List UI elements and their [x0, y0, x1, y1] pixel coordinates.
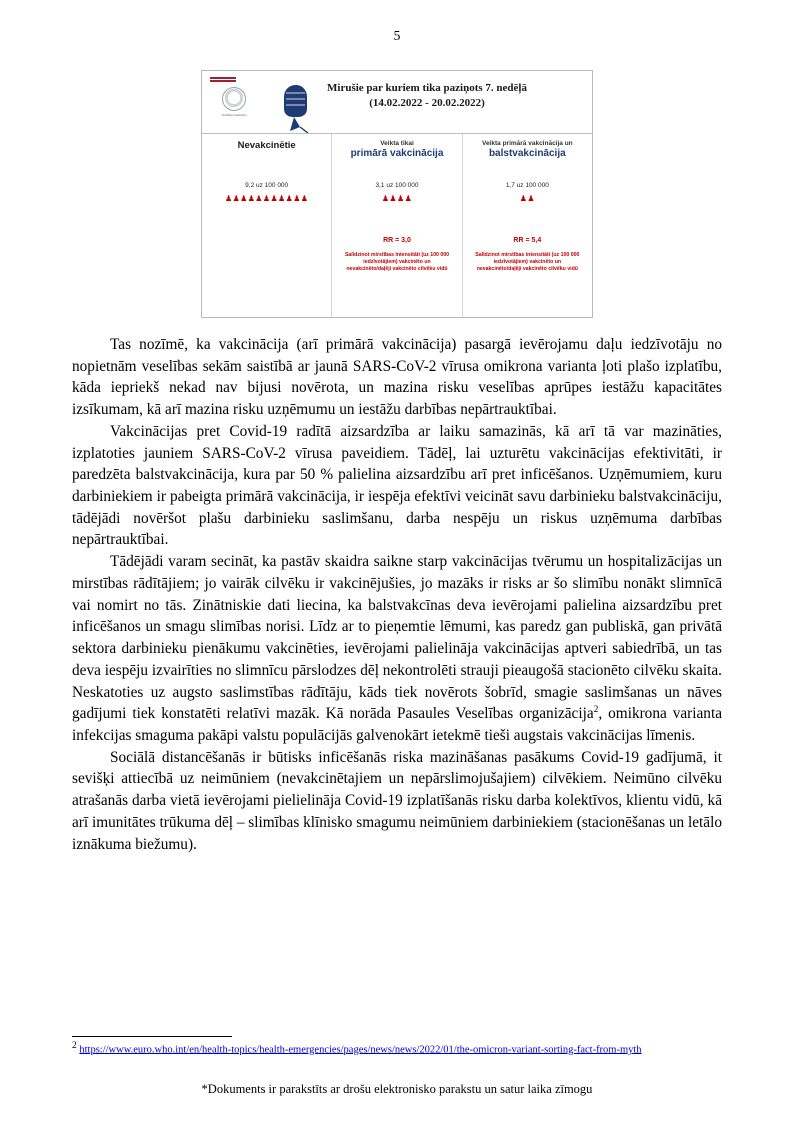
footnote-text — [72, 1040, 722, 1057]
person-icon: ♟ — [381, 194, 390, 203]
latvia-flag-icon — [210, 77, 236, 82]
person-icon: ♟ — [224, 194, 233, 203]
risk-ratio-label: RR = 5,4 — [513, 237, 542, 244]
column-heading-small: Veikta tikai — [380, 140, 414, 147]
risk-ratio-label: RR = 3,0 — [383, 237, 411, 244]
footnote-link[interactable]: https://www.euro.who.int/en/health-topics/health-emergencies/pages/news/news/2022/01/the-omicron-variant-sorting-fact-from-myth — [79, 1044, 642, 1056]
ministry-label: Veselības ministrija — [221, 113, 247, 117]
figure-column-booster — [462, 134, 592, 317]
body-text — [72, 334, 722, 855]
seal-icon — [222, 87, 246, 111]
figure-title-line2: (14.02.2022 - 20.02.2022) — [369, 96, 485, 109]
person-icon: ♟ — [293, 194, 301, 203]
column-heading — [469, 140, 586, 170]
column-heading-accent: balstvakcinācija — [488, 147, 566, 159]
paragraph-1: Tas nozīmē, ka vakcinācija (arī primārā vakcinācija) pasargā ievērojamu daļu iedzīvotāju no nopietnām veselības sekām saistībā ar jaunā SARS-CoV-2 vīrusa omikrona varianta ļoti plašo izplatību, kāda iepriekš nekad nav bijusi novērota, un mazina risku veselības aprūpes iestāžu kapacitātes izsīkumam, kā arī mazina risku uzņēmumu un iestāžu darbības nepārtrauktībai. — [72, 336, 722, 419]
figure-column-unvaccinated — [202, 134, 331, 317]
footnote — [72, 1036, 722, 1057]
person-icon: ♟ — [389, 194, 397, 203]
paragraph-4: Sociālā distancēšanās ir būtisks inficēšanās riska mazināšanas pasākums Covid-19 gadījumā, it sevišķi attiecībā uz neimūniem (nevakcinētajiem un nepārslimojušajiem) cilvēkiem. Neimūno cilvēku atrašanās darba vietā ievērojami pielielināja Covid-19 izplatīšanās risku darba kolektīvos, klientu vidū, kā arī imunitātes trūkuma dēļ – slimības klīnisko smagumu neimūniem darbiniekiem (stacionēšanas un letālo iznākuma biežumu). — [72, 748, 722, 853]
person-icon: ♟ — [300, 194, 309, 203]
column-rate: 9,2 uz 100 000 — [245, 182, 289, 189]
figure-title-line1: Mirušie par kuriem tika paziņots 7. nedēļā — [327, 82, 527, 94]
document-footer-note: *Dokuments ir parakstīts ar drošu elektronisko parakstu un satur laika zīmogu — [201, 1082, 593, 1096]
person-icon: ♟ — [519, 194, 528, 203]
paragraph-3-text: Tādējādi varam secināt, ka pastāv skaidra saikne starp vakcinācijas tvērumu un hospitalizācijas un mirstības rādītājiem; jo vairāk cilvēku ir vakcinējušies, jo mazāks ir risks ar šo slimību nonākt slimnīcā vai nomirt no tās. Zinātniskie dati liecina, ka balstvakcīnas deva ievērojami palielina aizsardzību pret inficēšanos un smagu slimības norisi. Līdz ar to pieņemtie lēmumi, kas paredz gan publiskā, gan privātā sektora darbinieku pienākumu vakcinēties, ievērojami palielināja vakcinācijas aptveri sabiedrībā, un tas deva iespēju izvairīties no slimnīcu pārslodzes dēļ nekontrolēti strauji pieaugošā stacionēto cilvēku skaita. Neskatoties uz augsto saslimstības rādītāju, kāds tiek novērots šobrīd, smagie saslimšanas un nāves gadījumi tiek konstatēti relatīvi mazāk. Kā norāda Pasaules Veselības organizācija — [72, 553, 722, 723]
footnote-number: 2 — [72, 1040, 77, 1051]
column-rate: 1,7 uz 100 000 — [505, 182, 549, 189]
person-icon: ♟ — [404, 194, 413, 203]
risk-ratio-note: Salīdzinot mirstības intensitāti (uz 100 000 iedzīvotājiem) vakcinēto un nevakcinēto/daļēji vakcinēto cilvēku vidū — [475, 252, 580, 273]
paragraph-3 — [72, 551, 722, 746]
figure-title — [272, 81, 582, 111]
person-icon: ♟ — [527, 194, 535, 203]
footnote-marker: 2 — [593, 705, 599, 716]
ministry-emblem — [212, 87, 256, 117]
person-icon-group — [469, 195, 586, 207]
paragraph-2: Vakcinācijas pret Covid-19 radītā aizsardzība ar laiku samazinās, kā arī tā var mazināties, izplatoties jauniem SARS-CoV-2 vīrusa paveidiem. Tādēļ, lai uzturētu vakcinācijas efektivitāti, ir paredzēta balstvakcinācija, kura par 50 % palielina aizsardzību arī pret inficēšanos. Uzņēmumiem, kuru darbiniekiem ir pabeigta primārā vakcinācija, ir iespēja efektīvi veicināt savu darbinieku balstvakcināciju, tādējādi novēršot plašu darbinieku saslimšanu, darba nespēju un riskus uzņēmuma darbības nepārtrauktībai. — [72, 422, 722, 549]
column-heading — [338, 140, 455, 170]
risk-ratio-note: Salīdzinot mirstības intensitāti (uz 100 000 iedzīvotājiem) vakcinēto un nevakcinēto/daļēji vakcinēto cilvēku vidū — [344, 252, 450, 273]
person-icon: ♟ — [255, 194, 263, 203]
paragraph-3-tail: , omikrona varianta infekcijas smaguma pakāpi valstu populācijās galvenokārt ietekmē tieši augstais vakcinācijas līmenis. — [72, 705, 722, 744]
person-icon: ♟ — [285, 194, 294, 203]
person-icon: ♟ — [278, 194, 286, 203]
figure-column-primary-vaccination — [331, 134, 461, 317]
person-icon: ♟ — [247, 194, 256, 203]
person-icon: ♟ — [232, 194, 241, 203]
person-icon-group — [208, 195, 325, 207]
person-icon: ♟ — [262, 194, 271, 203]
figure-container — [72, 70, 722, 318]
footnote-divider — [72, 1036, 232, 1037]
figure-columns — [202, 134, 592, 317]
column-heading-small: Veikta primārā vakcinācija un — [481, 140, 573, 147]
page-number: 5 — [393, 28, 401, 43]
person-icon: ♟ — [240, 194, 248, 203]
person-icon-group — [338, 195, 455, 207]
column-heading-accent: primārā vakcinācija — [350, 147, 444, 159]
person-icon: ♟ — [396, 194, 405, 203]
column-heading: Nevakcinētie — [237, 140, 296, 151]
covid-mortality-infographic — [201, 70, 593, 318]
person-icon: ♟ — [270, 194, 279, 203]
column-rate: 3,1 uz 100 000 — [375, 182, 419, 189]
